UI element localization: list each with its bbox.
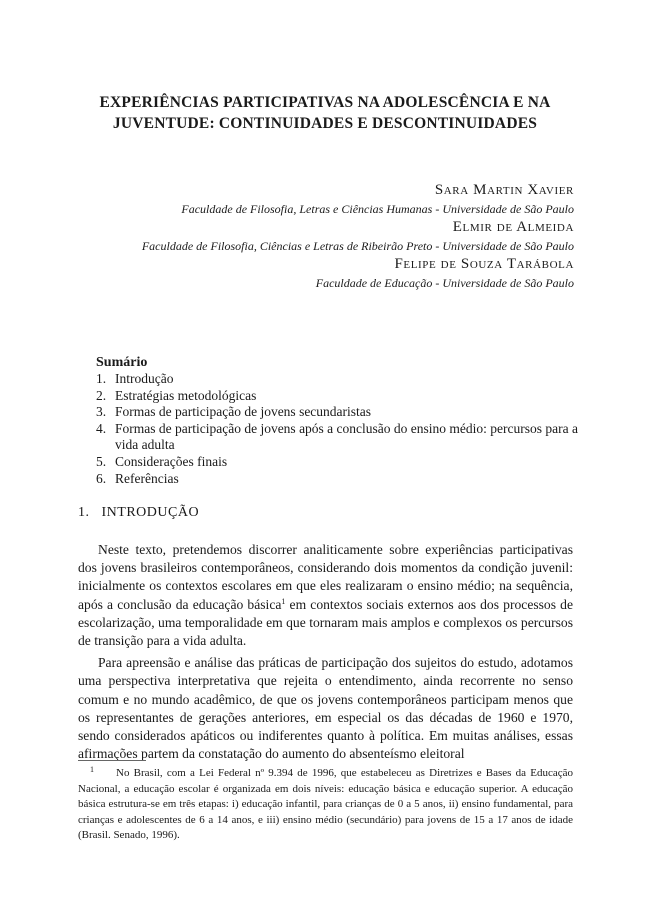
author-name: Elmir de Almeida xyxy=(452,219,574,235)
footnote-text: No Brasil, com a Lei Federal nº 9.394 de 1996, que estabeleceu as Diretrizes e Bases da Educação Nacional, a educação escolar é organizada em dois níveis: educação básica e educação superior. A educação básica estrutura-se em três etapas: i) educação infantil, para crianças de 0 a 5 anos, ii) ensino fundamental, para crianças e adolescentes de 6 a 14 anos, e iii) ensino médio (secundário) para jovens de 15 a 17 anos de idade (Brasil. Senado, 1996). xyxy=(78,767,573,841)
article-title xyxy=(60,92,590,134)
footnote: 1 No Brasil, com a Lei Federal nº 9.394 de 1996, que estabeleceu as Diretrizes e Bases da Educação Nacional, a educação escolar é organizada em dois níveis: educação básica e educação superior. A educação básica estrutura-se em três etapas: i) educação infantil, para crianças de 0 a 5 anos, ii) ensino fundamental, para crianças e adolescentes de 6 a 14 anos, e iii) ensino médio (secundário) para jovens de 15 a 17 anos de idade (Brasil. Senado, 1996). xyxy=(78,765,573,841)
toc-item-number: 4. xyxy=(96,420,107,436)
footnote-divider xyxy=(78,760,146,761)
footnote-reference[interactable]: 1 xyxy=(281,596,286,606)
body-text xyxy=(78,541,573,763)
toc-item-text: Considerações finais xyxy=(115,453,228,469)
toc-item xyxy=(96,371,596,388)
paragraph-text: em contextos sociais externos aos dos processos de escolarização, uma temporalidade em que tornaram mais amplos e complexos os percursos de transição para a vida adulta. xyxy=(78,596,573,649)
section-title: INTRODUÇÃO xyxy=(101,505,200,520)
toc-item-text: Referências xyxy=(115,470,179,486)
title-line-2: JUVENTUDE: CONTINUIDADES E DESCONTINUIDADES xyxy=(112,115,538,132)
section-heading xyxy=(78,504,199,522)
toc-item xyxy=(96,454,596,471)
toc-item xyxy=(96,421,596,454)
toc-title: Sumário xyxy=(96,355,148,370)
paragraph: Para apreensão e análise das práticas de participação dos sujeitos do estudo, adotamos uma perspectiva interpretativa que rejeita o entendimento, ainda recorrente no senso comum e no mundo acadêmico, de que os jovens contemporâneos participam menos que os representantes de gerações anteriores, em especial os das décadas de 1960 e 1970, sendo considerados apáticos ou indiferentes quanto à política. Em muitas análises, essas afirmações partem da constatação do aumento do absenteísmo eleitoral xyxy=(78,655,573,762)
toc-item-number: 2. xyxy=(96,387,107,403)
toc-item-number: 3. xyxy=(96,404,107,420)
paragraph xyxy=(78,541,573,650)
toc-item-text: Estratégias metodológicas xyxy=(115,387,257,403)
author-block xyxy=(142,181,574,292)
table-of-contents xyxy=(96,354,596,487)
toc-item xyxy=(96,471,596,488)
toc-item-number: 1. xyxy=(96,371,107,386)
toc-list xyxy=(96,371,596,487)
toc-item-number: 6. xyxy=(96,470,107,486)
paragraph-text: Neste texto, pretendemos discorrer analiticamente sobre experiências participativas dos jovens brasileiros contemporâneos, considerando dois momentos da condição juvenil: inicialmente os contextos escolares em que eles realizaram o ensino médio; na sequência, após a conclusão da educação básica xyxy=(78,542,573,612)
toc-item xyxy=(96,404,596,421)
author-affiliation: Faculdade de Filosofia, Ciências e Letras de Ribeirão Preto - Universidade de São Paulo xyxy=(141,239,574,253)
toc-item-text: Formas de participação de jovens secundaristas xyxy=(115,404,372,420)
section-number: 1. xyxy=(78,505,90,520)
toc-item-text: Formas de participação de jovens após a conclusão do ensino médio: percursos para a vida adulta xyxy=(115,420,578,453)
toc-item xyxy=(96,388,596,405)
title-line-1: EXPERIÊNCIAS PARTICIPATIVAS NA ADOLESCÊNCIA E NA xyxy=(99,94,551,111)
toc-item-text: Introdução xyxy=(115,371,174,386)
author-name: Sara Martin Xavier xyxy=(434,182,574,198)
toc-item-number: 5. xyxy=(96,453,107,469)
author-affiliation: Faculdade de Filosofia, Letras e Ciências Humanas - Universidade de São Paulo xyxy=(181,202,574,216)
author-affiliation: Faculdade de Educação - Universidade de São Paulo xyxy=(315,276,574,290)
author-name: Felipe de Souza Tarábola xyxy=(394,256,574,272)
